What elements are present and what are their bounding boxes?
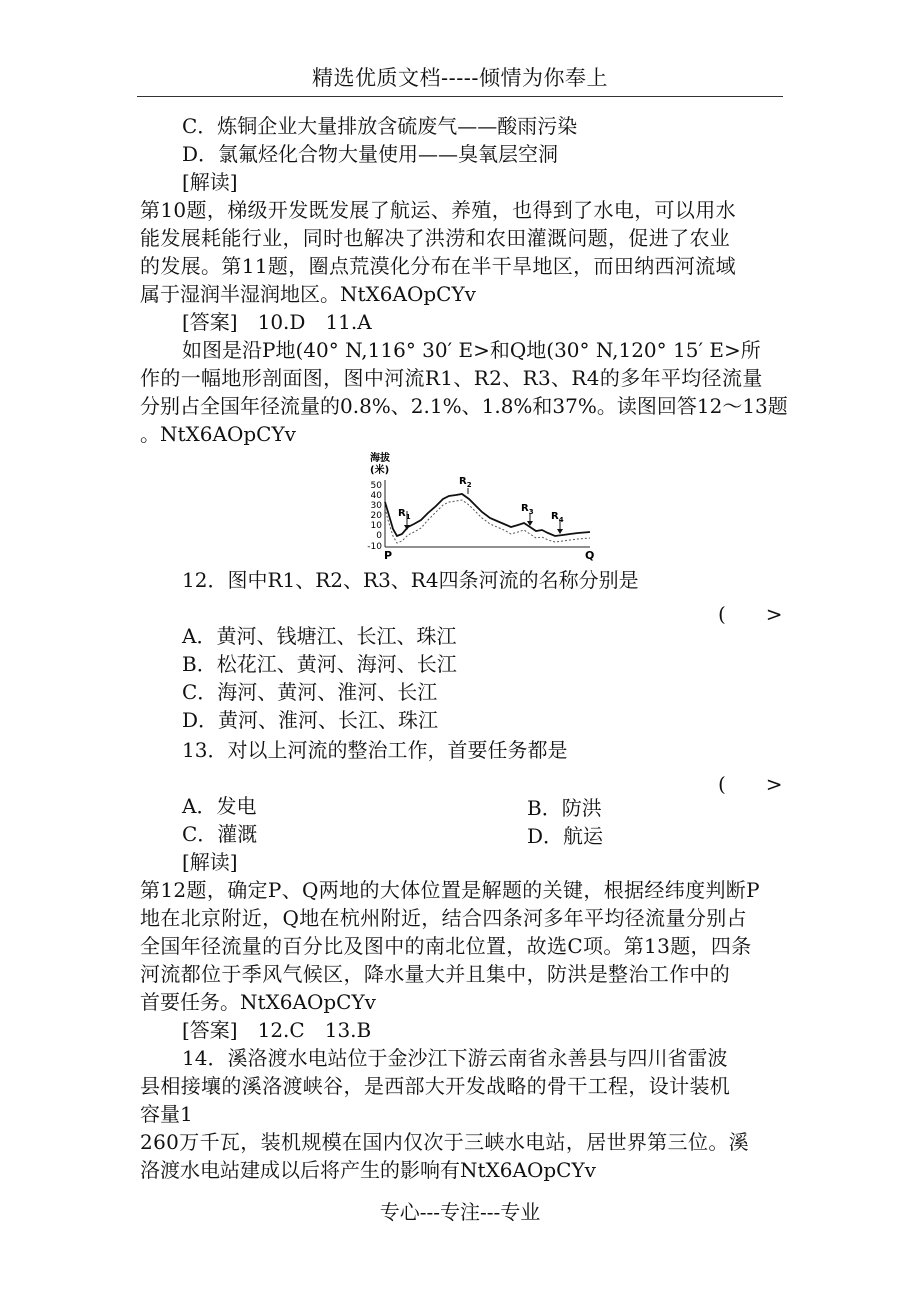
analysis-2-line-5: 首要任务。NtX6AOpCYv [140, 990, 376, 1014]
analysis-2-line-2: 地在北京附近，Q地在杭州附近，结合四条河多年平均径流量分别占 [140, 906, 747, 930]
page-footer: 专心---专注---专业 [379, 1200, 541, 1224]
answer-1: [答案] 10.D 11.A [182, 310, 372, 334]
question-12: 12．图中R1、R2、R3、R4四条河流的名称分别是 [182, 568, 639, 592]
end-point-q: Q [585, 549, 595, 562]
terrain-profile-figure [358, 450, 598, 562]
question-12-option-c: C．海河、黄河、淮河、长江 [182, 680, 438, 704]
y-tick-20: 20 [370, 511, 382, 521]
intro-line-1: 如图是沿P地(40° N,116° 30′ E>和Q地(30° N,120° 15′ E>所 [182, 338, 761, 362]
intro-line-2: 作的一幅地形剖面图，图中河流R1、R2、R3、R4的多年平均径流量 [140, 366, 763, 390]
analysis-label-1: [解读] [182, 170, 238, 194]
river-r1-label: $R_1$ [398, 508, 411, 521]
y-tick-50: 50 [370, 481, 382, 491]
question-13: 13．对以上河流的整治工作，首要任务都是 [182, 738, 568, 762]
answer-2: [答案] 12.C 13.B [182, 1018, 372, 1042]
question-12-option-a: A．黄河、钱塘江、长江、珠江 [182, 624, 457, 648]
question-12-option-d: D．黄河、淮河、长江、珠江 [182, 708, 439, 732]
page-header: 精选优质文档-----倾情为你奉上 [312, 66, 608, 90]
option-c-top: C．炼铜企业大量排放含硫废气——酸雨污染 [182, 114, 578, 138]
analysis-label-2: [解读] [182, 850, 238, 874]
analysis-1-line-3: 的发展。第11题，圈点荒漠化分布在半干旱地区，而田纳西河流域 [140, 254, 736, 278]
question-13-option-a: A．发电 [182, 794, 257, 818]
y-tick-minus-10: -10 [367, 542, 382, 552]
y-tick-0: 0 [376, 531, 382, 541]
question-14-line-4: 260万千瓦，装机规模在国内仅次于三峡水电站，居世界第三位。溪 [140, 1130, 750, 1154]
header-divider [137, 96, 783, 97]
axis-title-line-2: (米) [370, 465, 390, 476]
question-13-option-b: B．防洪 [527, 796, 602, 820]
y-tick-40: 40 [370, 491, 382, 501]
start-point-p: P [384, 549, 393, 562]
analysis-1-line-4: 属于湿润半湿润地区。NtX6AOpCYv [140, 282, 476, 306]
axis-title-line-1: 海拔 [370, 453, 390, 464]
question-13-option-c: C．灌溉 [182, 822, 258, 846]
y-tick-30: 30 [370, 501, 382, 511]
question-12-option-b: B．松花江、黄河、海河、长江 [182, 652, 457, 676]
analysis-1-line-1: 第10题，梯级开发既发展了航运、养殖，也得到了水电，可以用水 [140, 198, 736, 222]
river-r4-label: $R_4$ [551, 511, 564, 524]
river-r4-arrow [557, 529, 563, 534]
analysis-1-line-2: 能发展耗能行业，同时也解决了洪涝和农田灌溉问题，促进了农业 [140, 226, 731, 250]
question-14-line-2: 县相接壤的溪洛渡峡谷，是西部大开发战略的骨干工程，设计装机 [140, 1074, 731, 1098]
question-12-answer-blank: ( > [718, 602, 783, 626]
intro-line-4: 。NtX6AOpCYv [140, 422, 296, 446]
analysis-2-line-3: 全国年径流量的百分比及图中的南北位置，故选C项。第13题，四条 [140, 934, 752, 958]
river-r3-label: $R_3$ [521, 503, 534, 516]
river-r2-label: $R_2$ [459, 476, 472, 489]
option-d-top: D．氯氟烃化合物大量使用——臭氧层空洞 [182, 142, 559, 166]
question-13-answer-blank: ( > [718, 772, 783, 796]
analysis-2-line-1: 第12题，确定P、Q两地的大体位置是解题的关键，根据经纬度判断P [140, 878, 760, 902]
y-tick-10: 10 [370, 521, 382, 531]
intro-line-3: 分别占全国年径流量的0.8%、2.1%、1.8%和37%。读图回答12～13题 [140, 394, 788, 418]
analysis-2-line-4: 河流都位于季风气候区，降水量大并且集中，防洪是整治工作中的 [140, 962, 731, 986]
question-14-line-1: 14．溪洛渡水电站位于金沙江下游云南省永善县与四川省雷波 [182, 1046, 728, 1070]
question-14-line-3: 容量1 [140, 1102, 193, 1126]
question-13-option-d: D．航运 [527, 824, 604, 848]
question-14-line-5: 洛渡水电站建成以后将产生的影响有NtX6AOpCYv [140, 1158, 596, 1182]
